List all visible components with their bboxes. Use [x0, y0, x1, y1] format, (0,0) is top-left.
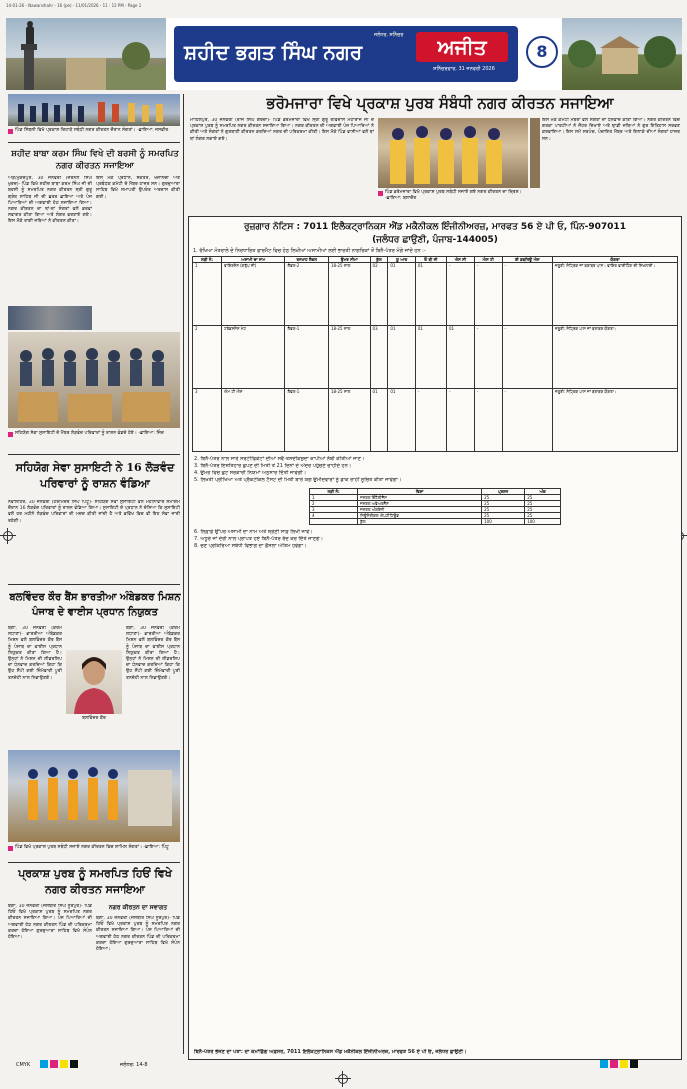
lead-caption: ਪਿੰਡ ਭਰੋਮਜਾਰਾ ਵਿਖੇ ਪ੍ਰਕਾਸ਼ ਪੁਰਬ ਸਬੰਧੀ ਸਜਾਏ ਗਏ ਨਗਰ ਕੀਰਤਨ ਦਾ ਦ੍ਰਿਸ਼। -ਛਾਇਆ: ਬਲਾਚੌਰ	[385, 190, 522, 201]
table-cell: 01	[415, 326, 446, 389]
notice-note: 2. ਬਿਨੈ-ਪੱਤਰ ਨਾਲ ਸਾਰੇ ਸਰਟੀਫਿਕੇਟਾਂ ਦੀਆਂ ਸਵੈ-ਤਸਦੀਕਸ਼ੁਦਾ ਕਾਪੀਆਂ ਨੱਥੀ ਕੀਤੀਆਂ ਜਾਣ।	[194, 456, 365, 463]
column-divider	[183, 94, 184, 1054]
table-cell: 01	[388, 263, 416, 326]
table-cell: 03	[370, 326, 388, 389]
notice-note: 7. ਅਧੂਰੇ ਜਾਂ ਦੇਰੀ ਨਾਲ ਪ੍ਰਾਪਤ ਹੋਏ ਬਿਨੈ-ਪੱਤਰ ਰੱਦ ਕਰ ਦਿੱਤੇ ਜਾਣਗੇ।	[194, 536, 323, 543]
story-body: ਬੰਗਾ, 30 ਜਨਵਰੀ (ਕਰਮ ਲਧਾਣਾ)- ਭਾਰਤੀਆ ਅੰਬੇਡਕਰ ਮਿਸ਼ਨ ਵਲੋਂ ਬਲਵਿੰਦਰ ਕੌਰ ਬੈਂਸ ਨੂੰ ਪੰਜਾਬ ਦਾ ਵਾਈਸ ਪ੍ਰਧਾਨ ਨਿਯੁਕਤ ਕੀਤਾ ਗਿਆ ਹੈ। ਉਨ੍ਹਾਂ ਨੇ ਮਿਸ਼ਨ ਦੀ ਲੀਡਰਸ਼ਿਪ ਦਾ ਧੰਨਵਾਦ ਕਰਦਿਆਂ ਕਿਹਾ ਕਿ ਉਹ ਸੌਂਪੀ ਗਈ ਜ਼ਿੰਮੇਵਾਰੀ ਪੂਰੀ ਤਨਦੇਹੀ ਨਾਲ ਨਿਭਾਉਣਗੇ।	[126, 626, 180, 681]
color-swatch	[600, 1060, 608, 1068]
photo-caption: ਸਹਿਯੋਗ ਸੇਵਾ ਸੁਸਾਇਟੀ ਦੇ ਮੈਂਬਰ ਲੋੜਵੰਦ ਪਰਿਵਾਰਾਂ ਨੂੰ ਰਾਸ਼ਨ ਵੰਡਦੇ ਹੋਏ। -ਛਾਇਆ: ਜਿੰਦ	[15, 431, 164, 436]
table-cell: ਜ਼ਰੂਰੀ: ਮੈਟ੍ਰਿਕ ਪਾਸ ਜਾਂ ਬਰਾਬਰ ਯੋਗਤਾ।	[553, 326, 678, 389]
table-cell: -	[502, 326, 552, 389]
table-header-cell: ਉਮਰ ਸੀਮਾ	[328, 257, 370, 263]
photo-marker	[8, 129, 13, 134]
table-header-cell: ਲੜੀ ਨੰ:	[193, 257, 222, 263]
photo-caption: ਪਿੰਡ ਸਿੰਬਲੀ ਵਿਖੇ ਪ੍ਰਕਾਸ਼ ਦਿਹਾੜੇ ਸਬੰਧੀ ਨਗਰ ਕੀਰਤਨ ਦੌਰਾਨ ਸੰਗਤਾਂ। -ਛਾਇਆ: ਜਸਵੀਰ	[15, 128, 169, 133]
table-cell: -	[474, 326, 502, 389]
table-cell: ਜਨਰਲ ਇੰਟੈਲੀਜੈਂਸ	[358, 495, 482, 501]
divider	[8, 454, 180, 455]
masthead-title: ਸ਼ਹੀਦ ਭਗਤ ਸਿੰਘ ਨਗਰ	[184, 40, 363, 64]
table-cell	[310, 519, 358, 525]
table-cell: 01	[446, 326, 474, 389]
photo-marker	[8, 846, 13, 851]
table-cell: 100	[482, 519, 525, 525]
story-body: ਬੰਗਾ, 30 ਜਨਵਰੀ (ਕਰਮ ਲਧਾਣਾ)- ਭਾਰਤੀਆ ਅੰਬੇਡਕਰ ਮਿਸ਼ਨ ਵਲੋਂ ਬਲਵਿੰਦਰ ਕੌਰ ਬੈਂਸ ਨੂੰ ਪੰਜਾਬ ਦਾ ਵਾਈਸ ਪ੍ਰਧਾਨ ਨਿਯੁਕਤ ਕੀਤਾ ਗਿਆ ਹੈ। ਉਨ੍ਹਾਂ ਨੇ ਮਿਸ਼ਨ ਦੀ ਲੀਡਰਸ਼ਿਪ ਦਾ ਧੰਨਵਾਦ ਕਰਦਿਆਂ ਕਿਹਾ ਕਿ ਉਹ ਸੌਂਪੀ ਗਈ ਜ਼ਿੰਮੇਵਾਰੀ ਪੂਰੀ ਤਨਦੇਹੀ ਨਾਲ ਨਿਭਾਉਣਗੇ।	[8, 626, 62, 681]
vacancy-table	[192, 256, 678, 452]
table-cell: 25	[525, 501, 561, 507]
print-slug: 14-01-26 - Nawanshahr - 16 (pe) - 11/01/2026 - 11 : 12 PM - Page 1	[6, 3, 142, 8]
table-cell: ਜ਼ਰੂਰੀ: ਮੈਟ੍ਰਿਕ ਜਾਂ ਬਰਾਬਰ ਪਾਸ। ਫਾਇਰ ਫਾਈਟਿੰਗ ਦੀ ਸਿਖਲਾਈ।	[553, 263, 678, 326]
masthead-logo	[416, 32, 508, 62]
table-cell: 01	[388, 389, 416, 452]
table-cell: 3	[193, 389, 222, 452]
table-cell: 1	[310, 495, 358, 501]
story-headline: ਸਹਿਯੋਗ ਸੇਵਾ ਸੁਸਾਇਟੀ ਨੇ 16 ਲੋੜਵੰਦ ਪਰਿਵਾਰਾਂ ਨੂੰ ਰਾਸ਼ਨ ਵੰਡਿਆ	[15, 461, 175, 490]
table-cell: 3	[310, 507, 358, 513]
table-cell: ਲੈਵਲ-1	[285, 389, 328, 452]
table-cell: ਫਾਇਰਮੈਨ (ਗਰੁੱਪ ਸੀ)	[222, 263, 285, 326]
lead-body: ਇਸ ਮੌਕੇ ਕਮੇਟੀ ਮੈਂਬਰਾਂ ਵਲੋਂ ਸੰਗਤਾਂ ਦਾ ਧੰਨਵਾਦ ਕੀਤਾ ਗਿਆ। ਨਗਰ ਕੀਰਤਨ ਵਿਚ ਗਤਕਾ ਪਾਰਟੀਆਂ ਨੇ ਜੌਹਰ ਦਿਖਾਏ ਅਤੇ ਢਾਡੀ ਜਥਿਆਂ ਨੇ ਗੁਰ ਇਤਿਹਾਸ ਸਰਵਣ ਕਰਵਾਇਆ। ਇਸ ਸਮੇਂ ਸਰਪੰਚ, ਪੰਚਾਇਤ ਮੈਂਬਰ ਅਤੇ ਇਲਾਕੇ ਦੀਆਂ ਸੰਗਤਾਂ ਹਾਜ਼ਰ ਸਨ।	[542, 118, 680, 142]
table-header-cell: ਪ੍ਰਸ਼ਨ	[482, 489, 525, 495]
statue-photo	[6, 18, 166, 90]
table-cell: ਜ਼ਰੂਰੀ: ਮੈਟ੍ਰਿਕ ਪਾਸ ਜਾਂ ਬਰਾਬਰ ਯੋਗਤਾ।	[553, 389, 678, 452]
building-photo	[562, 18, 682, 90]
employment-notice	[188, 216, 682, 1060]
color-swatch	[60, 1060, 68, 1068]
table-cell: 25	[525, 507, 561, 513]
table-cell: -	[474, 389, 502, 452]
exam-pattern-table	[309, 488, 561, 525]
story-photo	[8, 750, 180, 842]
story-headline: ਸ਼ਹੀਦ ਬਾਬਾ ਕਰਮ ਸਿੰਘ ਵਿਖੇ ਦੀ ਬਰਸੀ ਨੂੰ ਸਮਰਪਿਤ ਨਗਰ ਕੀਰਤਨ ਸਜਾਇਆ	[11, 149, 179, 171]
photo-marker	[378, 191, 383, 196]
notice-note: 8. ਚੋਣ ਪ੍ਰਕਿਰਿਆ ਸਬੰਧੀ ਵਿਭਾਗ ਦਾ ਫ਼ੈਸਲਾ ਅੰਤਿਮ ਹੋਵੇਗਾ।	[194, 543, 307, 550]
table-cell: -	[502, 263, 552, 326]
story-photo	[8, 332, 180, 428]
table-row	[193, 326, 678, 389]
notice-note: 3. ਬਿਨੈ-ਪੱਤਰ ਇਸ਼ਤਿਹਾਰ ਛਪਣ ਦੀ ਮਿਤੀ ਤੋਂ 21 ਦਿਨਾਂ ਦੇ ਅੰਦਰ ਪਹੁੰਚਣੇ ਚਾਹੀਦੇ ਹਨ।	[194, 463, 352, 470]
table-cell: ਕੁੱਲ	[358, 519, 482, 525]
table-cell: ਜਨਰਲ ਅੰਗਰੇਜ਼ੀ	[358, 507, 482, 513]
table-header-cell: ਅਸਾਮੀ ਦਾ ਨਾਮ	[222, 257, 285, 263]
table-cell: ਲੈਵਲ-2	[285, 263, 328, 326]
story-headline: ਬਲਵਿੰਦਰ ਕੌਰ ਬੈਂਸ ਭਾਰਤੀਆ ਅੰਬੇਡਕਰ ਮਿਸ਼ਨ ਪੰਜਾਬ ਦੇ ਵਾਈਸ ਪ੍ਰਧਾਨ ਨਿਯੁਕਤ	[9, 592, 181, 618]
story-body: ਬੰਗਾ, 30 ਜਨਵਰੀ (ਜਸਬੀਰ ਸਿੰਘ ਨੂਰਪੁਰ)- ਪਿੰਡ ਹਿਓਂ ਵਿਖੇ ਪ੍ਰਕਾਸ਼ ਪੁਰਬ ਨੂੰ ਸਮਰਪਿਤ ਨਗਰ ਕੀਰਤਨ ਸਜਾਇਆ ਗਿਆ। ਪੰਜ ਪਿਆਰਿਆਂ ਦੀ ਅਗਵਾਈ ਹੇਠ ਨਗਰ ਕੀਰਤਨ ਪਿੰਡ ਦੀ ਪਰਿਕਰਮਾ ਕਰਦਾ ਹੋਇਆ ਗੁਰਦੁਆਰਾ ਸਾਹਿਬ ਵਿਖੇ ਸੰਪੰਨ ਹੋਇਆ।	[8, 904, 92, 941]
divider	[8, 584, 180, 585]
table-cell: 02	[370, 263, 388, 326]
color-swatch	[620, 1060, 628, 1068]
footer-left: CMYK	[16, 1062, 31, 1068]
story-body: ਔੜ/ਮੁਕੰਦਪੁਰ, 30 ਜਨਵਰੀ (ਜਰਨੈਲ ਸਿੰਘ ਖੁਰਦ)- ਪਿੰਡ ਵਿਖੇ ਸ਼ਹੀਦ ਬਾਬਾ ਕਰਮ ਸਿੰਘ ਜੀ ਦੀ ਬਰਸੀ ਨੂੰ ਸਮਰਪਿਤ ਨਗਰ ਕੀਰਤਨ ਸ੍ਰੀ ਗੁਰੂ ਗ੍ਰੰਥ ਸਾਹਿਬ ਜੀ ਦੀ ਛਤਰ ਛਾਇਆ ਅਤੇ ਪੰਜ ਪਿਆਰਿਆਂ ਦੀ ਅਗਵਾਈ ਹੇਠ ਸਜਾਇਆ ਗਿਆ। ਨਗਰ ਕੀਰਤਨ ਦਾ ਥਾਂ-ਥਾਂ ਸੰਗਤਾਂ ਵਲੋਂ ਭਰਵਾਂ ਸਵਾਗਤ ਕੀਤਾ ਗਿਆ ਅਤੇ ਲੰਗਰ ਵਰਤਾਏ ਗਏ। ਇਸ ਮੌਕੇ ਰਾਗੀ ਜਥਿਆਂ ਨੇ ਕੀਰਤਨ ਕੀਤਾ।	[8, 176, 92, 225]
registration-mark	[335, 1071, 351, 1087]
story-headline: ਪ੍ਰਕਾਸ਼ ਪੁਰਬ ਨੂੰ ਸਮਰਪਿਤ ਹਿਓਂ ਵਿਖੇ ਨਗਰ ਕੀਰਤਨ ਸਜਾਇਆ	[18, 867, 172, 896]
table-cell: -	[415, 389, 446, 452]
color-swatch	[40, 1060, 48, 1068]
page-number: 8	[536, 42, 548, 61]
color-swatch	[610, 1060, 618, 1068]
story-photo	[8, 94, 180, 126]
table-row	[193, 389, 678, 452]
photo-caption: ਪਿੰਡ ਵਿਖੇ ਪ੍ਰਕਾਸ਼ ਪੁਰਬ ਸਬੰਧੀ ਸਜਾਏ ਨਗਰ ਕੀਰਤਨ ਵਿਚ ਸ਼ਾਮਿਲ ਸੰਗਤਾਂ। -ਛਾਇਆ: ਪਿੰਟੂ	[15, 845, 169, 850]
table-cell: 25	[482, 501, 525, 507]
portrait-photo	[66, 650, 122, 714]
table-cell: 1	[193, 263, 222, 326]
photo-marker	[8, 432, 13, 437]
table-cell: ਲੈਵਲ-1	[285, 326, 328, 389]
lead-body: ਮਾਹਿਲਪੁਰ, 30 ਜਨਵਰੀ (ਰਾਜ ਸਿੰਘ ਗਰਚਾ)- ਪਿੰਡ ਭਰੋਮਜਾਰਾ ਵਿਖੇ ਸ੍ਰੀ ਗੁਰੂ ਰਵਿਦਾਸ ਮਹਾਰਾਜ ਜੀ ਦੇ ਪ੍ਰਕਾਸ਼ ਪੁਰਬ ਨੂੰ ਸਮਰਪਿਤ ਨਗਰ ਕੀਰਤਨ ਸਜਾਇਆ ਗਿਆ। ਨਗਰ ਕੀਰਤਨ ਦੀ ਅਗਵਾਈ ਪੰਜ ਪਿਆਰਿਆਂ ਨੇ ਕੀਤੀ ਅਤੇ ਸੰਗਤਾਂ ਨੇ ਗੁਰਬਾਣੀ ਕੀਰਤਨ ਕਰਦਿਆਂ ਨਗਰ ਦੀ ਪਰਿਕਰਮਾ ਕੀਤੀ। ਇਸ ਮੌਕੇ ਪਿੰਡ ਵਾਸੀਆਂ ਵਲੋਂ ਥਾਂ ਥਾਂ ਲੰਗਰ ਲਗਾਏ ਗਏ।	[190, 118, 374, 142]
notice-note: 6. ਲਿਫ਼ਾਫ਼ੇ ਉੱਪਰ ਅਸਾਮੀ ਦਾ ਨਾਮ ਅਤੇ ਸ਼੍ਰੇਣੀ ਸਾਫ਼ ਲਿਖੀ ਜਾਵੇ।	[194, 529, 313, 536]
table-cell: 4	[310, 513, 358, 519]
table-cell: 25	[482, 513, 525, 519]
table-cell: 2	[193, 326, 222, 389]
table-cell: 25	[525, 513, 561, 519]
table-cell: ਨਿਊਮੈਰੀਕਲ ਐਪਟੀਟਿਊਡ	[358, 513, 482, 519]
page-number-badge	[526, 36, 558, 68]
logo-text: ਅਜੀਤ	[437, 35, 487, 59]
lead-headline: ਭਰੋਮਜਾਰਾ ਵਿਖੇ ਪ੍ਰਕਾਸ਼ ਪੁਰਬ ਸੰਬੰਧੀ ਨਗਰ ਕੀਰਤਨ ਸਜਾਇਆ	[266, 94, 614, 112]
table-cell: 18-25 ਸਾਲ	[328, 389, 370, 452]
divider	[8, 142, 180, 143]
table-cell: 01	[388, 326, 416, 389]
table-total-row	[310, 519, 561, 525]
lead-photo	[530, 118, 540, 188]
notice-intro: 1. ਰੱਖਿਆ ਮੰਤਰਾਲੇ ਦੇ ਨਿਰਧਾਰਿਤ ਫਾਰਮੈਟ ਵਿਚ ਹੇਠ ਲਿਖੀਆਂ ਅਸਾਮੀਆਂ ਲਈ ਭਾਰਤੀ ਨਾਗਰਿਕਾਂ ਤੋਂ ਬਿਨੈ-ਪੱਤਰ ਮੰਗੇ ਜਾਂਦੇ ਹਨ :-	[193, 248, 426, 254]
table-header-cell: ਓ ਬੀ ਸੀ	[415, 257, 446, 263]
table-cell: ਜਨਰਲ ਅਵੇਅਰਨੈੱਸ	[358, 501, 482, 507]
color-swatch	[70, 1060, 78, 1068]
story-body: ਇਸ ਮੌਕੇ ਪ੍ਰਧਾਨ, ਸਕੱਤਰ, ਖਜ਼ਾਨਚੀ ਅਤੇ ਪ੍ਰਬੰਧਕ ਕਮੇਟੀ ਦੇ ਮੈਂਬਰ ਹਾਜ਼ਰ ਸਨ। ਗੁਰਦੁਆਰਾ ਸਾਹਿਬ ਵਿਖੇ ਸਮਾਪਤੀ ਉਪਰੰਤ ਅਰਦਾਸ ਕੀਤੀ ਗਈ।	[96, 176, 180, 200]
portrait-caption: ਬਲਵਿੰਦਰ ਕੌਰ	[82, 716, 106, 721]
table-header-cell: ਯੋਗਤਾ	[553, 257, 678, 263]
notice-note: 5. ਲਿਖਤੀ ਪ੍ਰੀਖਿਆ ਅਤੇ ਪ੍ਰੈਕਟੀਕਲ ਟੈਸਟ ਦੀ ਮਿਤੀ ਬਾਰੇ ਯੋਗ ਉਮੀਦਵਾਰਾਂ ਨੂੰ ਡਾਕ ਰਾਹੀਂ ਸੂਚਿਤ ਕੀਤਾ ਜਾਵੇਗਾ।	[194, 477, 402, 484]
story-body: ਬੰਗਾ, 30 ਜਨਵਰੀ (ਜਸਬੀਰ ਸਿੰਘ ਨੂਰਪੁਰ)- ਪਿੰਡ ਹਿਓਂ ਵਿਖੇ ਪ੍ਰਕਾਸ਼ ਪੁਰਬ ਨੂੰ ਸਮਰਪਿਤ ਨਗਰ ਕੀਰਤਨ ਸਜਾਇਆ ਗਿਆ। ਪੰਜ ਪਿਆਰਿਆਂ ਦੀ ਅਗਵਾਈ ਹੇਠ ਨਗਰ ਕੀਰਤਨ ਪਿੰਡ ਦੀ ਪਰਿਕਰਮਾ ਕਰਦਾ ਹੋਇਆ ਗੁਰਦੁਆਰਾ ਸਾਹਿਬ ਵਿਖੇ ਸੰਪੰਨ ਹੋਇਆ।	[96, 916, 180, 953]
table-cell: 100	[525, 519, 561, 525]
table-header-cell: ਕੁੱਲ	[370, 257, 388, 263]
masthead	[6, 18, 682, 90]
table-cell: 25	[525, 495, 561, 501]
table-cell: 18-25 ਸਾਲ	[328, 263, 370, 326]
table-cell: ਟਰੇਡਸਮੈਨ ਮੇਟ	[222, 326, 285, 389]
table-cell: 01	[370, 389, 388, 452]
notice-title: ਰੁਜ਼ਗਾਰ ਨੋਟਿਸ : 7011 ਇਲੈਕਟ੍ਰਾਨਿਕਸ ਐਂਡ ਮਕੈਨੀਕਲ ਇੰਜੀਨੀਅਰਜ਼, ਮਾਰਫਤ 56 ਏ ਪੀ ਓ, ਪਿੰਨ-907011	[244, 222, 626, 232]
color-swatch	[630, 1060, 638, 1068]
table-cell: 18-25 ਸਾਲ	[328, 326, 370, 389]
table-cell: -	[474, 263, 502, 326]
footer-right: ਜਲੰਧਰ: 14-8	[120, 1062, 148, 1068]
table-cell: -	[446, 389, 474, 452]
nameplate	[174, 26, 518, 82]
table-header-cell: ਤਨਖਾਹ ਲੈਵਲ	[285, 257, 328, 263]
table-cell: 01	[415, 263, 446, 326]
table-header-cell: ਈ ਡਬਲਿਊ ਐਸ	[502, 257, 552, 263]
table-cell: 25	[482, 495, 525, 501]
table-header-cell: ਐਸ ਸੀ	[446, 257, 474, 263]
table-row	[193, 263, 678, 326]
lead-photo	[378, 118, 528, 188]
table-cell: -	[502, 389, 552, 452]
table-header-cell: ਵਿਸ਼ਾ	[358, 489, 482, 495]
notice-subtitle: (ਜਲੰਧਰ ਛਾਉਣੀ, ਪੰਜਾਬ-144005)	[372, 235, 498, 245]
table-cell: -	[446, 263, 474, 326]
table-header-cell: ਲੜੀ ਨੰ:	[310, 489, 358, 495]
masthead-date: ਸ਼ਨਿੱਚਰਵਾਰ, 31 ਜਨਵਰੀ 2026	[433, 66, 495, 72]
table-cell: 2	[310, 501, 358, 507]
table-header-cell: ਐਸ ਟੀ	[474, 257, 502, 263]
masthead-tagline: ਜਲੰਧਰ, ਸ਼ਨਿੱਚਰ	[374, 33, 404, 38]
notice-note: 4. ਉਮਰ ਵਿਚ ਛੋਟ ਸਰਕਾਰੀ ਨਿਯਮਾਂ ਅਨੁਸਾਰ ਦਿੱਤੀ ਜਾਵੇਗੀ।	[194, 470, 307, 477]
table-cell: ਐਮ ਟੀ ਐਸ	[222, 389, 285, 452]
divider	[8, 862, 180, 863]
story-subhead: ਨਗਰ ਕੀਰਤਨ ਦਾ ਸਵਾਗਤ	[108, 904, 168, 911]
table-header-cell: ਅੰਕ	[525, 489, 561, 495]
notice-footer: ਬਿਨੈ-ਪੱਤਰ ਭੇਜਣ ਦਾ ਪਤਾ: ਦਾ ਕਮਾਂਡਿੰਗ ਅਫ਼ਸਰ, 7011 ਇਲੈਕਟ੍ਰਾਨਿਕਸ ਐਂਡ ਮਕੈਨੀਕਲ ਇੰਜੀਨੀਅਰਜ਼, ਮਾਰਫਤ 56 ਏ ਪੀ ਓ, ਜਲੰਧਰ ਛਾਉਣੀ।	[194, 1048, 467, 1055]
story-body: ਨਵਾਂਸ਼ਹਿਰ, 30 ਜਨਵਰੀ (ਹਰਮਿੰਦਰ ਸਿੰਘ ਪਿੰਟੂ)- ਸਹਿਯੋਗ ਸੇਵਾ ਸੁਸਾਇਟੀ ਵਲੋਂ ਮਹੀਨਾਵਾਰ ਸਮਾਗਮ ਦੌਰਾਨ 16 ਲੋੜਵੰਦ ਪਰਿਵਾਰਾਂ ਨੂੰ ਰਾਸ਼ਨ ਵੰਡਿਆ ਗਿਆ। ਸੁਸਾਇਟੀ ਦੇ ਪ੍ਰਧਾਨ ਨੇ ਦੱਸਿਆ ਕਿ ਸੁਸਾਇਟੀ ਵਲੋਂ ਹਰ ਮਹੀਨੇ ਲੋੜਵੰਦ ਪਰਿਵਾਰਾਂ ਦੀ ਮਦਦ ਕੀਤੀ ਜਾਂਦੀ ਹੈ ਅਤੇ ਭਵਿੱਖ ਵਿਚ ਵੀ ਇਹ ਸੇਵਾ ਜਾਰੀ ਰਹੇਗੀ।	[8, 500, 180, 524]
table-cell: 25	[482, 507, 525, 513]
table-header-cell: ਯੂ ਆਰ	[388, 257, 416, 263]
color-swatch	[50, 1060, 58, 1068]
story-photo	[8, 306, 92, 330]
